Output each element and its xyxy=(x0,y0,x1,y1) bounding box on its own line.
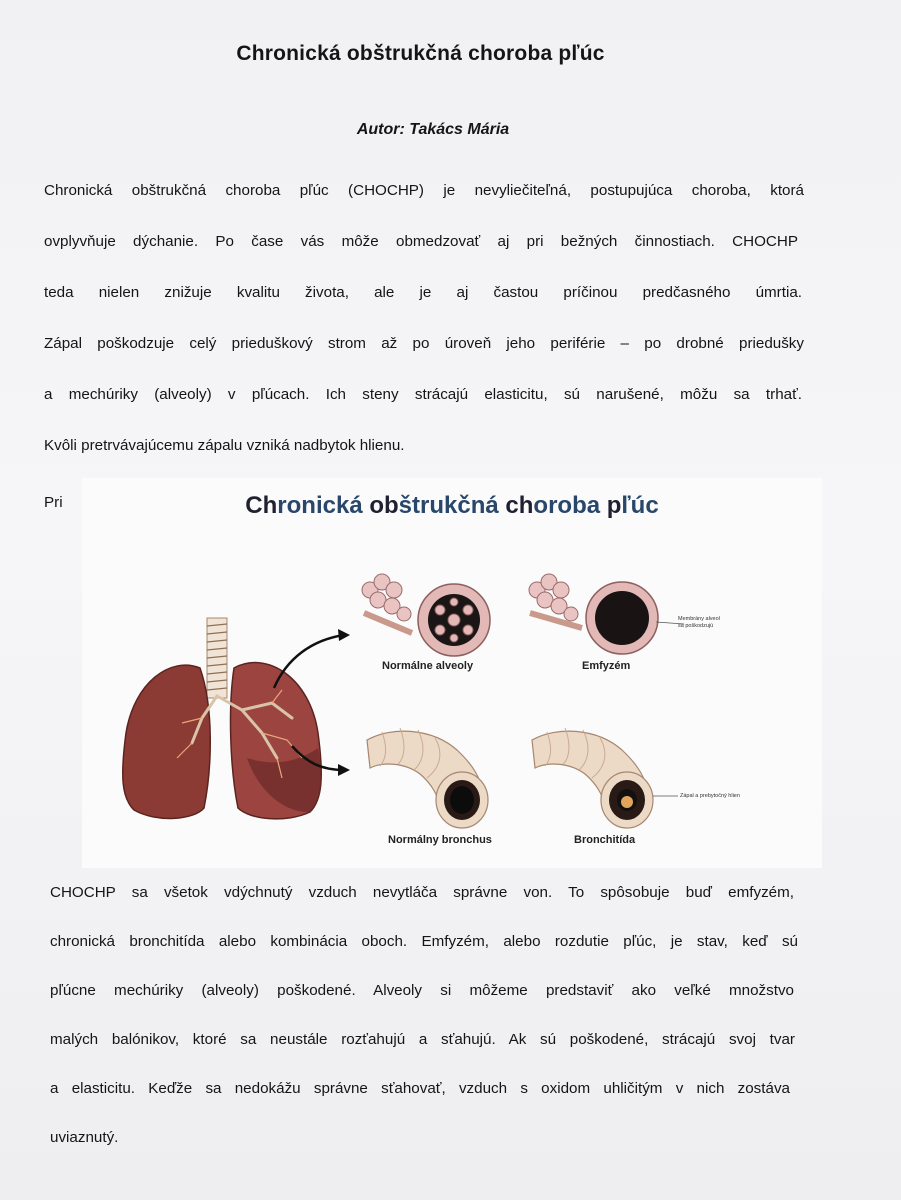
figure-title-part: oroba xyxy=(533,492,607,519)
document-title: Chronická obštrukčná choroba pľúc xyxy=(236,42,605,65)
figure-title-part: p xyxy=(606,492,622,519)
label-bronchitis: Bronchitída xyxy=(574,834,636,846)
figure-title-part: ľúc xyxy=(621,492,659,519)
emphysema-illustration xyxy=(529,574,684,654)
label-emphysema: Emfyzém xyxy=(582,660,631,672)
text-line: Chronická obštrukčná choroba pľúc (CHOCHP) je nevyliečiteľná, postupujúca choroba, ktorá xyxy=(44,182,804,199)
bronchitis-illustration xyxy=(532,728,678,828)
text-line: pľúcne mechúriky (alveoly) poškodené. Alveoly si môžeme predstaviť ako veľké množstvo xyxy=(50,982,794,999)
paragraph-intro xyxy=(44,182,804,462)
text-line: a elasticitu. Keďže sa nedokážu správne sťahovať, vzduch s oxidom uhličitým v nich zostáva xyxy=(50,1080,790,1097)
normal-alveoli-illustration xyxy=(362,574,490,656)
copd-illustration xyxy=(82,478,822,868)
text-line: ovplyvňuje dýchanie. Po čase vás môže obmedzovať aj pri bežných činnostiach. CHOCHP xyxy=(44,233,798,250)
figure-title-part: ronická xyxy=(277,492,370,519)
text-line: chronická bronchitída alebo kombinácia oboch. Emfyzém, alebo rozdutie pľúc, je stav, keď sú xyxy=(50,933,798,950)
text-fragment: Pri xyxy=(44,494,63,511)
note-alveoli-membranes: Membrány alveol sa poškodzujú xyxy=(678,616,720,629)
text-line: Kvôli pretrvávajúcemu zápalu vzniká nadbytok hlienu. xyxy=(44,437,405,454)
figure-title-part: Ch xyxy=(245,492,278,519)
figure-title-part: ob xyxy=(369,492,399,519)
text-line: Zápal poškodzuje celý prieduškový strom až po úroveň jeho periférie – po drobné priedušky xyxy=(44,335,804,352)
normal-bronchus-illustration xyxy=(367,728,488,828)
label-normal-bronchus: Normálny bronchus xyxy=(388,834,492,846)
paragraph-explanation xyxy=(50,884,798,1144)
text-line: uviaznutý. xyxy=(50,1129,119,1146)
text-line: malých balónikov, ktoré sa neustále rozťahujú a sťahujú. Ak sú poškodené, strácajú svoj tvar xyxy=(50,1031,795,1048)
text-line: teda nielen znižuje kvalitu života, ale je aj častou príčinou predčasného úmrtia. xyxy=(44,284,802,301)
figure-title-part: ch xyxy=(505,492,534,519)
figure-drawing xyxy=(82,478,822,868)
text-line: CHOCHP sa všetok vdýchnutý vzduch nevytláča správne von. To spôsobuje buď emfyzém, xyxy=(50,884,794,901)
note-bronchus-mucus: Zápal a prebytočný hlien xyxy=(680,793,740,799)
text-line: a mechúriky (alveoly) v pľúcach. Ich steny strácajú elasticitu, sú narušené, môžu sa trhať. xyxy=(44,386,802,403)
label-normal-alveoli: Normálne alveoly xyxy=(382,660,474,672)
lungs-illustration xyxy=(123,618,350,819)
figure-title-part: štrukčná xyxy=(398,492,506,519)
document-author: Autor: Takács Mária xyxy=(356,121,510,138)
